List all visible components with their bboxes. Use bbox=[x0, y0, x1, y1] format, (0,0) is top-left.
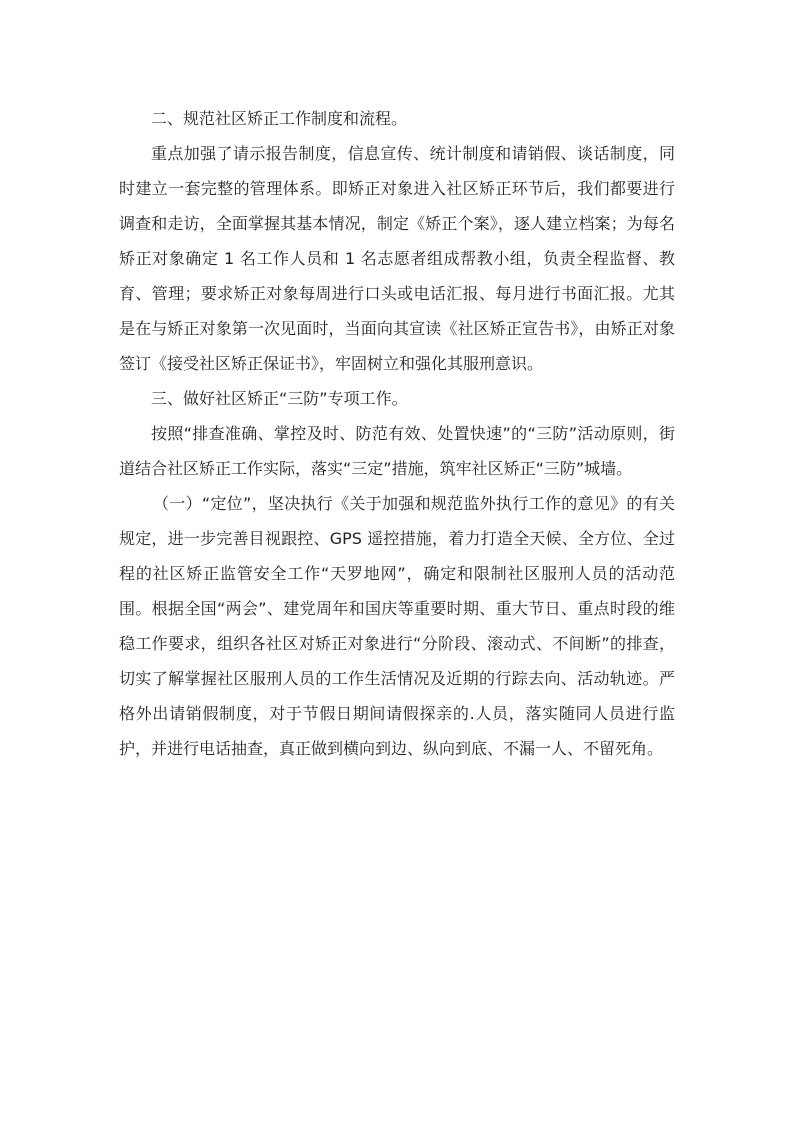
document-body bbox=[119, 101, 675, 766]
body-paragraph-dingwei: （一）“定位”，坚决执行《关于加强和规范监外执行工作的意见》的有关规定，进一步完善目视跟控、GPS 遥控措施，着力打造全天候、全方位、全过程的社区矫正监管安全工作“天罗地网”，确定和限制社区服刑人员的活动范围。根据全国“两会”、建党周年和国庆等重要时期、重大节日、重点时段的维稳工作要求，组织各社区对矫正对象进行“分阶段、滚动式、不间断”的排查，切实了解掌握社区服刑人员的工作生活情况及近期的行踪去向、活动轨迹。严格外出请销假制度，对于节假日期间请假探亲的.人员，落实随同人员进行监护，并进行电话抽查，真正做到横向到边、纵向到底、不漏一人、不留死角。 bbox=[119, 494, 675, 758]
section-heading-3: 三、做好社区矫正“三防”专项工作。 bbox=[151, 389, 408, 408]
body-paragraph: 重点加强了请示报告制度，信息宣传、统计制度和请销假、谈话制度，同时建立一套完整的管理体系。即矫正对象进入社区矫正环节后，我们都要进行调查和走访，全面掌握其基本情况，制定《矫正个案》，逐人建立档案；为每名矫正对象确定 1 名工作人员和 1 名志愿者组成帮教小组，负责全程监督、教育、管理；要求矫正对象每周进行口头或电话汇报、每月进行书面汇报。尤其是在与矫正对象第一次见面时，当面向其宣读《社区矫正宣告书》，由矫正对象签订《接受社区矫正保证书》，牢固树立和强化其服刑意识。 bbox=[119, 144, 675, 373]
section-heading-2: 二、规范社区矫正工作制度和流程。 bbox=[151, 109, 408, 128]
body-paragraph: 按照“排查准确、掌控及时、防范有效、处置快速”的“三防”活动原则，街道结合社区矫正工作实际，落实“三定”措施，筑牢社区矫正“三防”城墙。 bbox=[119, 424, 675, 478]
